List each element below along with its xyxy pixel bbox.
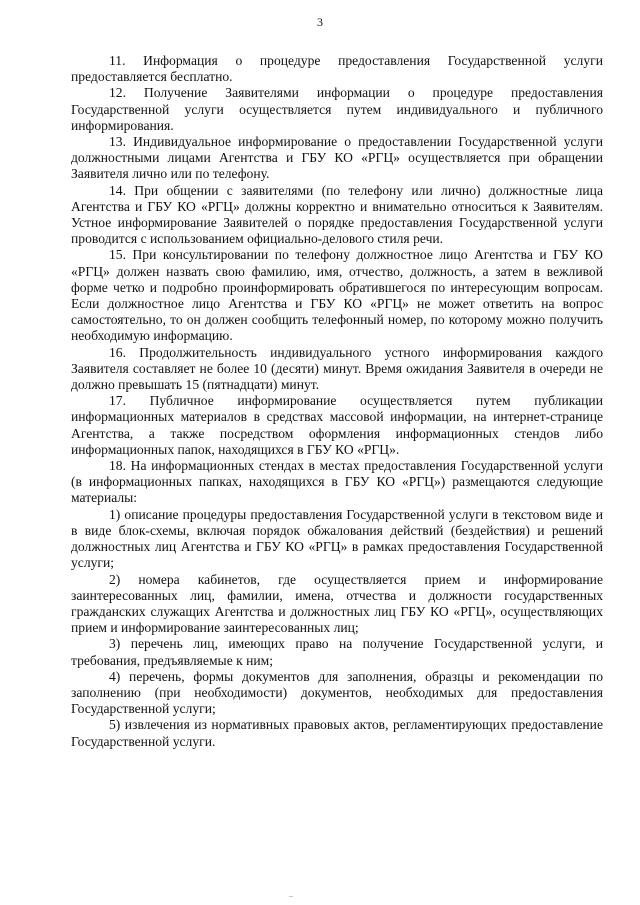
paragraph-11: 11. Информация о процедуре предоставления Государственной услуги предоставляется бесплатно. <box>71 53 603 85</box>
document-body <box>71 53 603 750</box>
list-item-1: 1) описание процедуры предоставления Государственной услуги в текстовом виде и в виде блок-схемы, включая порядок обжалования действий (бездействия) и решений должностных лиц Агентства и ГБУ КО «РГЦ» в рамках предоставления Государственной услуги; <box>71 506 603 571</box>
list-item-5: 5) извлечения из нормативных правовых актов, регламентирующих предоставление Государственной услуги. <box>71 717 603 749</box>
paragraph-18: 18. На информационных стендах в местах предоставления Государственной услуги (в информационных папках, находящихся в ГБУ КО «РГЦ») размещаются следующие материалы: <box>71 458 603 506</box>
paragraph-15: 15. При консультировании по телефону должностное лицо Агентства и ГБУ КО «РГЦ» должен назвать свою фамилию, имя, отчество, должность, а затем в вежливой форме четко и подробно проинформировать обратившегося по интересующим вопросам. Если должностное лицо Агентства и ГБУ КО «РГЦ» не может ответить на вопрос самостоятельно, то он должен сообщить телефонный номер, по которому можно получить необходимую информацию. <box>71 247 603 344</box>
page-number: 3 <box>317 15 323 29</box>
list-item-2: 2) номера кабинетов, где осуществляется прием и информирование заинтересованных лиц, фамилии, имена, отчества и должности государственных гражданских служащих Агентства и должностных лиц ГБУ КО «РГЦ», осуществляющих прием и информирование заинтересованных лиц; <box>71 571 603 636</box>
list-item-4: 4) перечень, формы документов для заполнения, образцы и рекомендации по заполнению (при необходимости) документов, необходимых для предоставления Государственной услуги; <box>71 668 603 717</box>
paragraph-12: 12. Получение Заявителями информации о процедуре предоставления Государственной услуги осуществляется путем индивидуального и публичного информирования. <box>71 85 603 133</box>
paragraph-13: 13. Индивидуальное информирование о предоставлении Государственной услуги должностными лицами Агентства и ГБУ КО «РГЦ» осуществляется при обращении Заявителя лично или по телефону. <box>71 134 603 182</box>
paragraph-17: 17. Публичное информирование осуществляется путем публикации информационных материалов в средствах массовой информации, на интернет-странице Агентства, а также посредством оформления информационных стендов либо информационных папок, находящихся в ГБУ КО «РГЦ». <box>71 393 603 457</box>
paragraph-14: 14. При общении с заявителями (по телефону или лично) должностные лица Агентства и ГБУ КО «РГЦ» должны корректно и внимательно относиться к Заявителям. Устное информирование Заявителей о порядке предоставления Государственной услуги проводится с использованием официально-делового стиля речи. <box>71 182 603 247</box>
scan-speck <box>289 896 293 897</box>
paragraph-16: 16. Продолжительность индивидуального устного информирования каждого Заявителя составляет не более 10 (десяти) минут. Время ожидания Заявителя в очереди не должно превышать 15 (пятнадцати) минут. <box>71 344 603 393</box>
list-item-3: 3) перечень лиц, имеющих право на получение Государственной услуги, и требования, предъявляемые к ним; <box>71 636 603 668</box>
